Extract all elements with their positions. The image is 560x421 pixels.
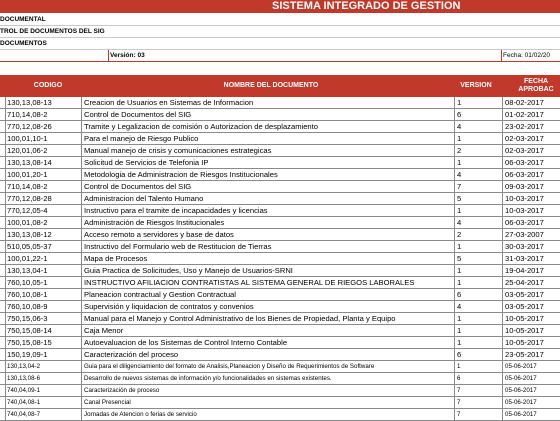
cell-fecha: 06-03-2017 <box>505 158 544 167</box>
cell-codigo: 740,04,09-1 <box>7 387 41 394</box>
cell-documento: Acceso remoto a servidores y base de datos <box>84 230 234 239</box>
cell-divider <box>5 169 6 180</box>
cell-codigo: 750,15,06-3 <box>7 314 48 323</box>
cell-fecha: 31-03-2017 <box>505 254 544 263</box>
cell-divider <box>454 145 455 156</box>
meta-label: DOCUMENTOS <box>0 40 47 47</box>
cell-divider <box>454 289 455 300</box>
table-body <box>0 97 560 421</box>
cell-divider <box>5 157 6 168</box>
cell-version: 1 <box>457 134 462 143</box>
cell-divider <box>454 265 455 276</box>
table-row[interactable] <box>0 181 560 193</box>
cell-divider <box>502 145 503 156</box>
cell-divider <box>502 121 503 132</box>
cell-codigo: 100,01,08-2 <box>7 218 48 227</box>
cell-codigo: 100,01,10-1 <box>7 134 48 143</box>
cell-documento: Manual para el Manejo y Control Administrativo de los Bienes de Propiedad, Planta y Equipo <box>84 314 396 323</box>
cell-fecha: 03-05-2017 <box>505 290 544 299</box>
table-row[interactable] <box>0 229 560 241</box>
cell-divider <box>502 217 503 228</box>
cell-codigo: 130,13,04-2 <box>7 363 41 370</box>
cell-divider <box>502 229 503 240</box>
cell-divider <box>502 193 503 204</box>
cell-divider <box>454 181 455 192</box>
cell-divider <box>502 361 503 372</box>
cell-divider <box>454 169 455 180</box>
cell-codigo: 770,12,08-26 <box>7 122 52 131</box>
cell-documento: Metodologia de Administracion de Riesgos Institucionales <box>84 170 278 179</box>
cell-divider <box>502 289 503 300</box>
cell-divider <box>5 145 6 156</box>
cell-version: 1 <box>457 158 462 167</box>
table-row[interactable] <box>0 409 560 421</box>
cell-divider <box>454 313 455 324</box>
version-label: Versión: 03 <box>110 52 145 59</box>
cell-divider <box>5 205 6 216</box>
cell-divider <box>454 277 455 288</box>
table-row[interactable] <box>0 265 560 277</box>
cell-divider <box>5 301 6 312</box>
cell-divider <box>502 169 503 180</box>
table-row[interactable] <box>0 121 560 133</box>
cell-divider <box>454 157 455 168</box>
cell-divider <box>454 373 455 384</box>
cell-divider <box>5 361 6 372</box>
cell-divider <box>5 229 6 240</box>
header-codigo[interactable]: CODIGO <box>33 82 63 89</box>
cell-documento: Instructivo para el tramite de incapacidades y licencias <box>84 206 268 215</box>
cell-version: 5 <box>457 254 462 263</box>
cell-divider <box>5 217 6 228</box>
cell-divider <box>81 97 82 108</box>
cell-divider <box>5 253 6 264</box>
cell-divider <box>81 373 82 384</box>
cell-divider <box>5 337 6 348</box>
cell-divider <box>5 109 6 120</box>
meta-row-version <box>0 50 560 62</box>
cell-divider <box>502 133 503 144</box>
cell-divider <box>5 121 6 132</box>
cell-documento: Supervisión y liquidacion de contratos y convenios <box>84 302 254 311</box>
cell-divider <box>81 325 82 336</box>
cell-fecha: 25-04-2017 <box>505 278 544 287</box>
cell-divider <box>502 313 503 324</box>
table-row[interactable] <box>0 241 560 253</box>
cell-divider <box>454 253 455 264</box>
cell-divider <box>81 313 82 324</box>
cell-version: 6 <box>457 375 461 382</box>
cell-fecha: 19-04-2017 <box>505 266 544 275</box>
cell-divider <box>5 277 6 288</box>
cell-fecha: 05-06-2017 <box>505 387 537 394</box>
cell-documento: Creacion de Usuarios en Sistemas de Informacion <box>84 98 254 107</box>
table-row[interactable] <box>0 337 560 349</box>
table-header <box>0 75 560 97</box>
cell-divider <box>502 337 503 348</box>
cell-divider <box>81 217 82 228</box>
cell-divider <box>81 229 82 240</box>
cell-documento: Mapa de Procesos <box>84 254 148 263</box>
cell-divider <box>454 193 455 204</box>
cell-version: 1 <box>457 314 462 323</box>
table-row[interactable] <box>0 361 560 373</box>
cell-divider <box>454 325 455 336</box>
cell-divider <box>81 109 82 120</box>
cell-fecha: 01-02-2017 <box>505 110 544 119</box>
cell-divider <box>454 349 455 360</box>
cell-version: 1 <box>457 206 462 215</box>
cell-divider <box>81 133 82 144</box>
cell-documento: Jornadas de Atencion o ferias de servicio <box>84 411 197 418</box>
cell-fecha: 23-05-2017 <box>505 350 544 359</box>
cell-codigo: 760,10,08-1 <box>7 290 48 299</box>
cell-version: 6 <box>457 350 462 359</box>
cell-documento: Desarrollo de nuevos sistemas de información y/o funcionalidades en sistemas existentes. <box>84 375 332 382</box>
cell-divider <box>502 373 503 384</box>
table-row[interactable] <box>0 217 560 229</box>
cell-codigo: 120,01,06-2 <box>7 146 48 155</box>
cell-divider <box>502 349 503 360</box>
cell-divider <box>81 337 82 348</box>
cell-fecha: 06-03-2017 <box>505 218 544 227</box>
table-row[interactable] <box>0 313 560 325</box>
cell-divider <box>5 265 6 276</box>
cell-documento: Administracion del Talento Humano <box>84 194 204 203</box>
cell-documento: Caracterización de proceso <box>84 387 160 394</box>
cell-version: 7 <box>457 411 461 418</box>
cell-version: 2 <box>457 230 462 239</box>
cell-codigo: 130,13,04-1 <box>7 266 48 275</box>
cell-divider <box>502 97 503 108</box>
cell-divider <box>502 253 503 264</box>
cell-codigo: 100,01,22-1 <box>7 254 48 263</box>
cell-codigo: 130,13,08-6 <box>7 375 41 382</box>
cell-codigo: 100,01,20-1 <box>7 170 48 179</box>
cell-version: 7 <box>457 182 462 191</box>
cell-divider <box>454 397 455 408</box>
cell-documento: Guia Practica de Solicitudes, Uso y Manejo de Usuarios-SRNI <box>84 266 293 275</box>
cell-documento: Para el manejo de Riesgo Publico <box>84 134 199 143</box>
cell-documento: Manual manejo de crisis y comunicaciones estrategicas <box>84 146 272 155</box>
table-row[interactable] <box>0 277 560 289</box>
cell-divider <box>454 121 455 132</box>
table-row[interactable] <box>0 325 560 337</box>
cell-divider <box>454 337 455 348</box>
cell-divider <box>502 409 503 420</box>
cell-fecha: 27-03-2007 <box>505 230 544 239</box>
cell-documento: Caracterización del proceso <box>84 350 179 359</box>
table-row[interactable] <box>0 397 560 409</box>
cell-codigo: 130,13,08-13 <box>7 98 52 107</box>
cell-fecha: 09-03-2017 <box>505 182 544 191</box>
cell-codigo: 710,14,08-2 <box>7 182 48 191</box>
cell-version: 1 <box>457 326 462 335</box>
cell-fecha: 02-03-2017 <box>505 146 544 155</box>
cell-version: 6 <box>457 110 462 119</box>
cell-divider <box>5 409 6 420</box>
cell-divider <box>502 277 503 288</box>
cell-fecha: 10-03-2017 <box>505 206 544 215</box>
cell-divider <box>502 241 503 252</box>
cell-divider <box>81 289 82 300</box>
cell-documento: Control de Documentos del SIG <box>84 110 192 119</box>
cell-divider <box>454 109 455 120</box>
cell-divider <box>454 241 455 252</box>
cell-fecha: 08-02-2017 <box>505 98 544 107</box>
cell-fecha: 10-03-2017 <box>505 194 544 203</box>
cell-fecha: 10-05-2017 <box>505 326 544 335</box>
meta-row-documentos <box>0 38 560 50</box>
divider <box>108 50 109 61</box>
cell-codigo: 740,04,08-1 <box>7 399 41 406</box>
cell-fecha: 05-06-2017 <box>505 411 537 418</box>
meta-label: DOCUMENTAL <box>0 16 46 23</box>
cell-divider <box>502 325 503 336</box>
cell-documento: Guia para el diligenciamiento del formato de Analisis,Planeacion y Diseño de Requerimientos de Software <box>84 363 375 370</box>
meta-row-control <box>0 26 560 38</box>
table-row[interactable] <box>0 289 560 301</box>
header-documento[interactable]: NOMBRE DEL DOCUMENTO <box>223 82 319 89</box>
cell-version: 2 <box>457 146 462 155</box>
table-row[interactable] <box>0 205 560 217</box>
cell-version: 1 <box>457 363 461 370</box>
table-row[interactable] <box>0 253 560 265</box>
cell-divider <box>5 373 6 384</box>
cell-documento: Instructivo del Formulario web de Restitucion de Tierras <box>84 242 272 251</box>
cell-documento: Planeacion contractual y Gestion Contractual <box>84 290 236 299</box>
cell-divider <box>81 397 82 408</box>
cell-documento: Solicitud de Servicios de Telefonia IP <box>84 158 209 167</box>
table-row[interactable] <box>0 133 560 145</box>
cell-divider <box>502 157 503 168</box>
cell-divider <box>454 409 455 420</box>
cell-divider <box>81 265 82 276</box>
cell-divider <box>454 97 455 108</box>
cell-divider <box>454 205 455 216</box>
cell-fecha: 30-03-2017 <box>505 242 544 251</box>
cell-documento: Tramite y Legalizacion de comisión o Autorizacion de desplazamiento <box>84 122 318 131</box>
cell-divider <box>502 205 503 216</box>
cell-divider <box>5 181 6 192</box>
cell-divider <box>81 205 82 216</box>
cell-version: 5 <box>457 194 462 203</box>
fecha-label: Fecha: 01/02/20 <box>503 52 550 59</box>
cell-divider <box>81 361 82 372</box>
cell-documento: Canal Presencial <box>84 399 131 406</box>
cell-divider <box>81 145 82 156</box>
cell-divider <box>81 181 82 192</box>
cell-divider <box>81 349 82 360</box>
header-version[interactable]: VERSION <box>460 82 492 89</box>
cell-fecha: 06-03-2017 <box>505 170 544 179</box>
cell-divider <box>5 397 6 408</box>
cell-codigo: 130,13,08-12 <box>7 230 52 239</box>
cell-version: 1 <box>457 338 462 347</box>
table-row[interactable] <box>0 109 560 121</box>
cell-codigo: 710,14,08-2 <box>7 110 48 119</box>
cell-divider <box>454 217 455 228</box>
cell-version: 1 <box>457 98 462 107</box>
cell-version: 1 <box>457 266 462 275</box>
divider <box>501 50 502 61</box>
cell-divider <box>454 301 455 312</box>
cell-divider <box>81 241 82 252</box>
cell-documento: INSTRUCTIVO AFILIACION CONTRATISTAS AL SISTEMA GENERAL DE RIEGOS LABORALES <box>84 278 415 287</box>
cell-divider <box>502 109 503 120</box>
cell-divider <box>5 385 6 396</box>
cell-codigo: 510,05,05-37 <box>7 242 52 251</box>
cell-fecha: 02-03-2017 <box>505 134 544 143</box>
cell-codigo: 760,10,05-1 <box>7 278 48 287</box>
cell-codigo: 770,12,08-28 <box>7 194 52 203</box>
cell-divider <box>454 133 455 144</box>
cell-divider <box>81 169 82 180</box>
header-fecha[interactable]: FECHA APROBAC <box>518 78 554 93</box>
cell-divider <box>5 193 6 204</box>
cell-version: 7 <box>457 387 461 394</box>
cell-version: 1 <box>457 278 462 287</box>
cell-fecha: 05-06-2017 <box>505 375 537 382</box>
cell-divider <box>81 385 82 396</box>
cell-divider <box>5 313 6 324</box>
cell-fecha: 05-06-2017 <box>505 399 537 406</box>
cell-divider <box>454 229 455 240</box>
cell-documento: Caja Menor <box>84 326 124 335</box>
cell-version: 6 <box>457 290 462 299</box>
cell-fecha: 03-05-2017 <box>505 302 544 311</box>
cell-version: 7 <box>457 399 461 406</box>
cell-divider <box>5 289 6 300</box>
cell-divider <box>5 97 6 108</box>
cell-version: 1 <box>457 242 462 251</box>
cell-divider <box>81 253 82 264</box>
cell-divider <box>81 157 82 168</box>
cell-divider <box>454 385 455 396</box>
cell-codigo: 750,15,08-14 <box>7 326 52 335</box>
cell-codigo: 150,19,09-1 <box>7 350 48 359</box>
cell-divider <box>502 181 503 192</box>
cell-divider <box>5 325 6 336</box>
cell-divider <box>5 349 6 360</box>
cell-divider <box>5 133 6 144</box>
table-row[interactable] <box>0 301 560 313</box>
cell-documento: Autoevaluacion de los Sistemas de Control Interno Contable <box>84 338 288 347</box>
cell-codigo: 760,10,08-9 <box>7 302 48 311</box>
cell-version: 4 <box>457 302 462 311</box>
table-row[interactable] <box>0 157 560 169</box>
cell-divider <box>502 385 503 396</box>
page-title: SISTEMA INTEGRADO DE GESTION <box>272 0 461 12</box>
cell-divider <box>502 397 503 408</box>
cell-divider <box>502 301 503 312</box>
meta-label: TROL DE DOCUMENTOS DEL SIG <box>0 28 105 35</box>
cell-fecha: 05-06-2017 <box>505 363 537 370</box>
table-row[interactable] <box>0 97 560 109</box>
cell-codigo: 740,04,08-7 <box>7 411 41 418</box>
cell-divider <box>81 121 82 132</box>
table-row[interactable] <box>0 373 560 385</box>
cell-divider <box>502 265 503 276</box>
table-row[interactable] <box>0 145 560 157</box>
cell-documento: Administración de Riesgos Institucionales <box>84 218 225 227</box>
cell-divider <box>454 361 455 372</box>
meta-row-documental <box>0 14 560 26</box>
cell-divider <box>5 241 6 252</box>
cell-codigo: 750,15,08-15 <box>7 338 52 347</box>
cell-divider <box>81 301 82 312</box>
app-banner <box>0 0 560 13</box>
cell-codigo: 770,12,05-4 <box>7 206 48 215</box>
cell-divider <box>81 277 82 288</box>
cell-documento: Control de Documentos del SIG <box>84 182 192 191</box>
cell-fecha: 10-05-2017 <box>505 338 544 347</box>
cell-version: 4 <box>457 122 462 131</box>
cell-version: 4 <box>457 170 462 179</box>
cell-fecha: 23-02-2017 <box>505 122 544 131</box>
table-row[interactable] <box>0 349 560 361</box>
cell-divider <box>81 193 82 204</box>
table-row[interactable] <box>0 169 560 181</box>
cell-divider <box>81 409 82 420</box>
cell-codigo: 130,13,08-14 <box>7 158 52 167</box>
table-row[interactable] <box>0 385 560 397</box>
table-row[interactable] <box>0 193 560 205</box>
cell-fecha: 10-05-2017 <box>505 314 544 323</box>
cell-version: 4 <box>457 218 462 227</box>
